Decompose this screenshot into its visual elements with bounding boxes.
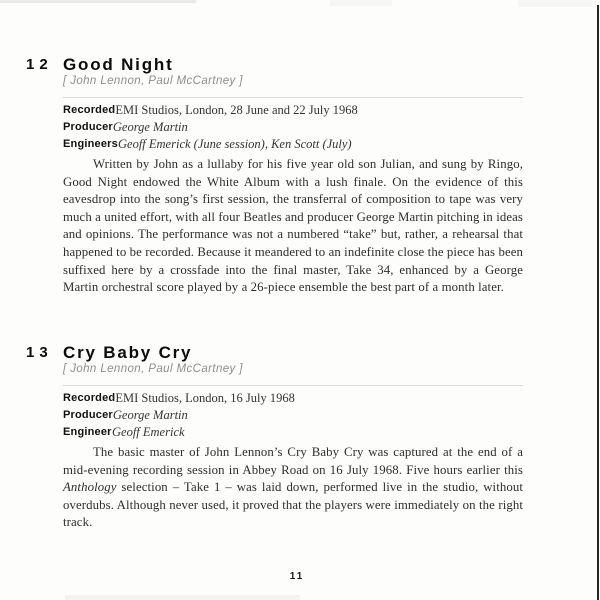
page-footer xyxy=(0,566,594,584)
session-metadata xyxy=(63,390,523,441)
session-metadata xyxy=(63,102,523,153)
track-description: The basic master of John Lennon’s Cry Baby Cry was captured at the end of a mid-evening recording session in Abbey Road on 16 July 1968. Five hours earlier this Anthology selection – Take 1 – was laid down, performed live in the studio, without overdubs. Although never used, it proved that the players were immediately on the right track. xyxy=(63,445,523,530)
meta-value: EMI Studios, London, 16 July 1968 xyxy=(115,391,295,405)
meta-label: Producer xyxy=(63,409,113,421)
meta-label: Producer xyxy=(63,121,113,133)
meta-row-engineers xyxy=(63,136,523,153)
meta-label: Engineers xyxy=(63,138,118,150)
track-section-good-night xyxy=(26,55,523,295)
meta-label: Recorded xyxy=(63,104,116,116)
meta-label: Engineer xyxy=(63,426,112,438)
track-number: 12 xyxy=(26,56,53,73)
divider-rule xyxy=(63,97,523,98)
meta-row-recorded xyxy=(63,390,523,407)
meta-value: Geoff Emerick xyxy=(112,425,185,439)
scan-edge-right xyxy=(597,5,599,600)
meta-row-producer xyxy=(63,119,523,136)
divider-rule xyxy=(63,385,523,386)
scan-smudge xyxy=(330,0,392,6)
track-header xyxy=(26,343,523,362)
meta-label: Recorded xyxy=(63,392,116,404)
songwriter-credit: [ John Lennon, Paul McCartney ] xyxy=(63,75,243,87)
songwriter-credit: [ John Lennon, Paul McCartney ] xyxy=(63,363,243,375)
track-description: Written by John as a lullaby for his five year old son Julian, and sung by Ringo, Good Night endowed the White Album with a lush finale. On the evidence of this eavesdrop into the song’s first session, the transferral of composition to tape was very much a united effort, with all four Beatles and producer George Martin pitching in ideas and opinions. The performance was not a numbered “take” but, rather, a rehearsal that happened to be recorded. Because it meandered to an indefinite close the piece has been suffixed here by a crossfade into the final master, Take 34, enhanced by a George Martin orchestral score played by a 26-piece ensemble the best part of a month later. xyxy=(63,157,523,295)
meta-row-engineer xyxy=(63,424,523,441)
track-section-cry-baby-cry xyxy=(26,343,523,530)
meta-value: George Martin xyxy=(112,408,188,422)
meta-row-recorded xyxy=(63,102,523,119)
track-header xyxy=(26,55,523,74)
scan-edge-top xyxy=(0,0,196,3)
meta-value: Geoff Emerick (June session), Ken Scott (July) xyxy=(118,137,352,151)
track-number: 13 xyxy=(26,344,53,361)
track-title: Good Night xyxy=(63,55,174,74)
scan-smudge xyxy=(518,0,592,7)
page-number: 11 xyxy=(289,571,305,582)
meta-value: EMI Studios, London, 28 June and 22 July 1968 xyxy=(115,103,358,117)
meta-value: George Martin xyxy=(112,120,188,134)
scan-smudge xyxy=(65,595,300,600)
track-title: Cry Baby Cry xyxy=(63,343,193,362)
meta-row-producer xyxy=(63,407,523,424)
